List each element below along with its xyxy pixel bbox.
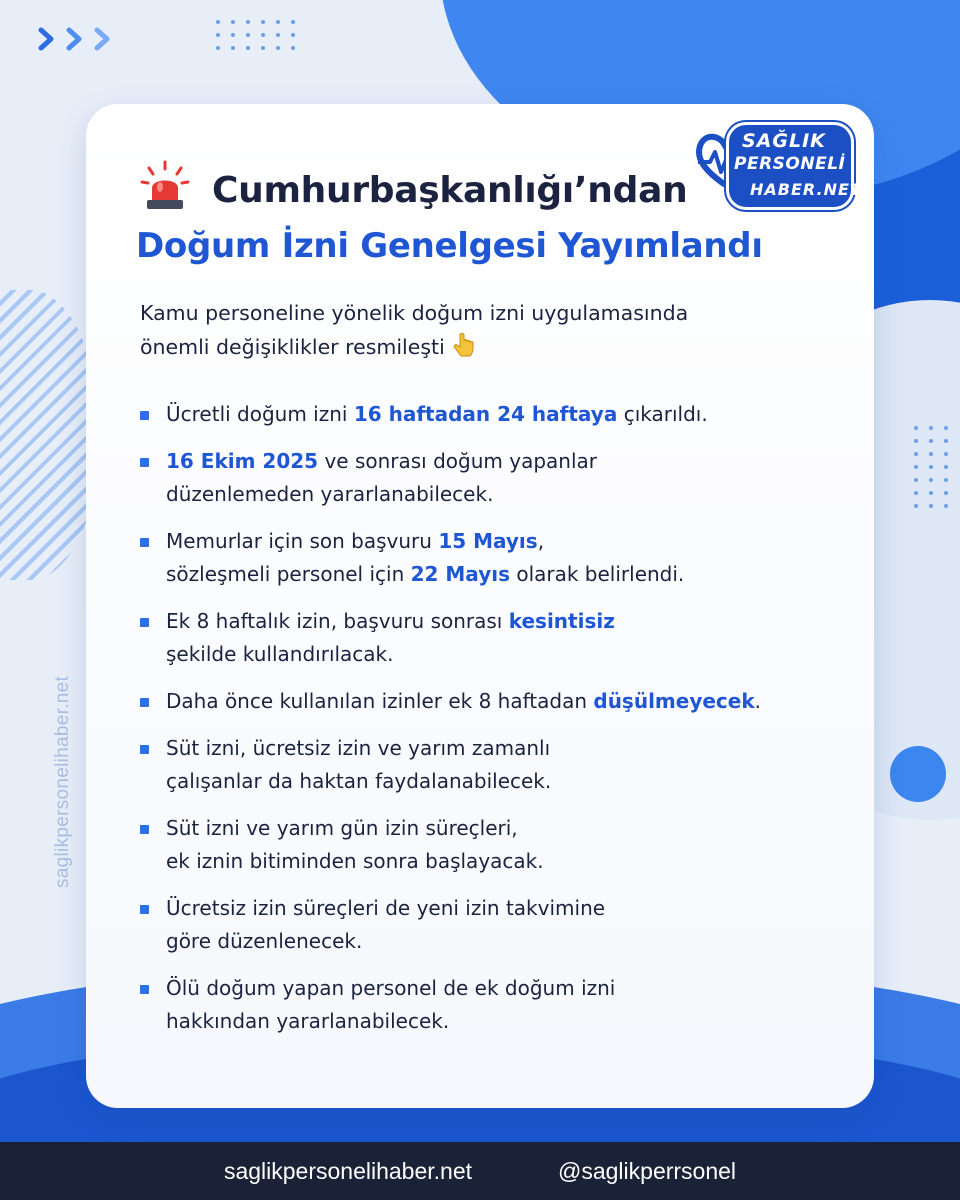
page-title-line2: Doğum İzni Genelgesi Yayımlandı bbox=[136, 226, 763, 266]
list-item: Ek 8 haftalık izin, başvuru sonrası kesintisiz şekilde kullandırılacak. bbox=[138, 605, 838, 671]
decorative-circle bbox=[890, 746, 946, 802]
logo-text-line1: SAĞLIK bbox=[742, 130, 826, 152]
dot-grid-decoration bbox=[216, 20, 295, 50]
intro-text bbox=[140, 296, 780, 364]
footer-website-link[interactable]: saglikpersonelihaber.net bbox=[223, 1157, 472, 1184]
list-item: Ölü doğum yapan personel de ek doğum izni hakkından yararlanabilecek. bbox=[138, 972, 838, 1038]
intro-line1: Kamu personeline yönelik doğum izni uygulamasında bbox=[140, 301, 689, 325]
list-item: Daha önce kullanılan izinler ek 8 haftadan düşülmeyecek. bbox=[138, 685, 838, 718]
chevron-right-icon bbox=[64, 26, 86, 52]
dot-grid-decoration bbox=[914, 426, 948, 508]
site-logo bbox=[694, 120, 862, 212]
announcement-card bbox=[86, 104, 874, 1108]
list-item: Ücretli doğum izni 16 haftadan 24 haftaya çıkarıldı. bbox=[138, 398, 838, 431]
list-item: Süt izni, ücretsiz izin ve yarım zamanlı çalışanlar da haktan faydalanabilecek. bbox=[138, 732, 838, 798]
decorative-stripes bbox=[0, 290, 100, 580]
page-title-line1: Cumhurbaşkanlığı’ndan bbox=[212, 170, 688, 211]
list-item: Memurlar için son başvuru 15 Mayıs, sözleşmeli personel için 22 Mayıs olarak belirlendi. bbox=[138, 525, 838, 591]
chevron-right-icon bbox=[36, 26, 58, 52]
logo-text-line2: PERSONELİ bbox=[734, 154, 846, 174]
list-item: Ücretsiz izin süreçleri de yeni izin takvimine göre düzenlenecek. bbox=[138, 892, 838, 958]
list-item: Süt izni ve yarım gün izin süreçleri, ek iznin bitiminden sonra başlayacak. bbox=[138, 812, 838, 878]
siren-icon bbox=[140, 160, 190, 212]
logo-text-line3: HABER.NET bbox=[750, 180, 862, 199]
pointing-down-hand-icon bbox=[451, 333, 477, 359]
side-watermark-url: saglikpersonelihaber.net bbox=[52, 675, 73, 888]
footer-bar bbox=[0, 1142, 960, 1200]
footer-social-handle[interactable]: @saglikperrsonel bbox=[558, 1157, 737, 1184]
chevron-right-icon bbox=[92, 26, 114, 52]
intro-line2: önemli değişiklikler resmileşti bbox=[140, 335, 445, 359]
bullet-list bbox=[138, 398, 838, 1052]
list-item: 16 Ekim 2025 ve sonrası doğum yapanlar düzenlemeden yararlanabilecek. bbox=[138, 445, 838, 511]
chevrons-decoration bbox=[36, 26, 114, 52]
